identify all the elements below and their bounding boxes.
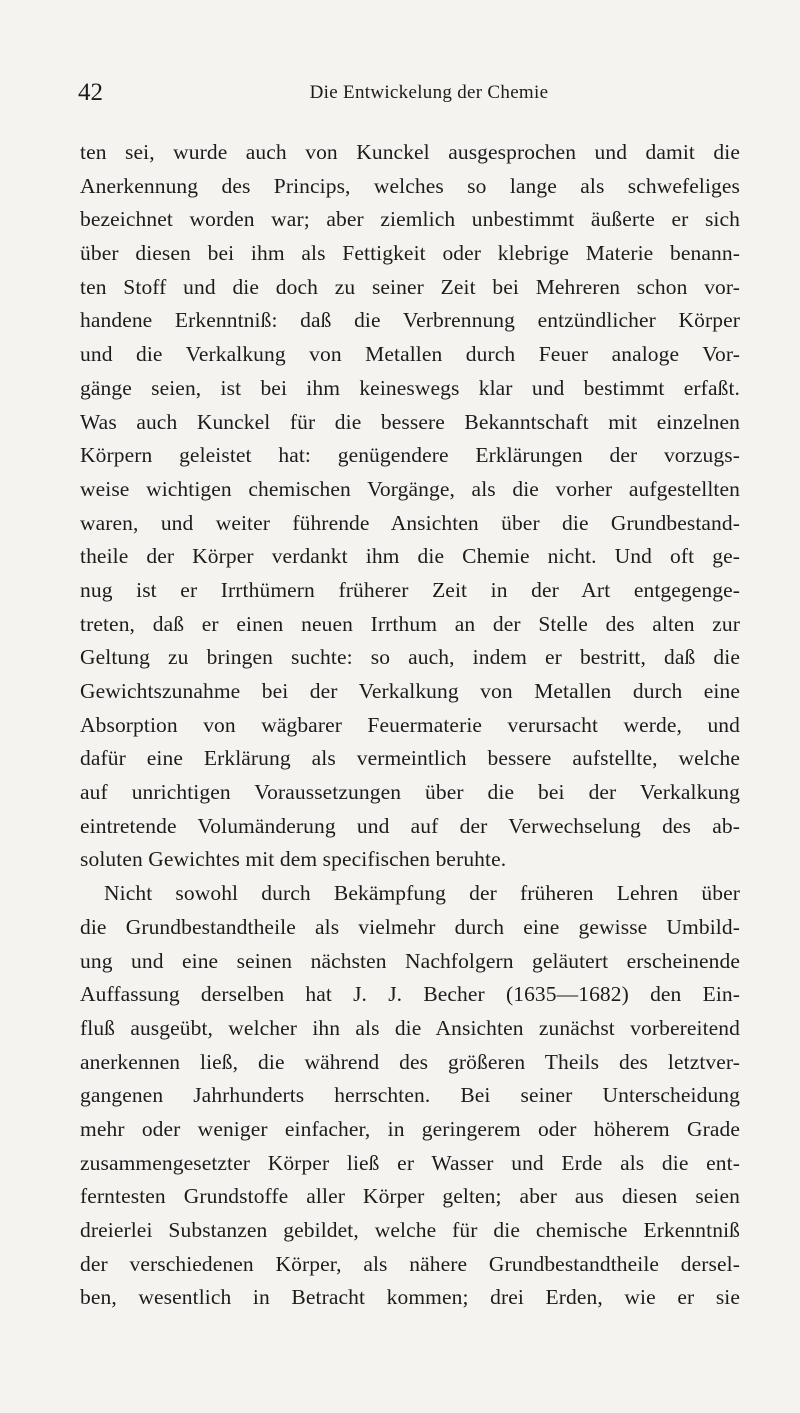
text-line: Absorption von wägbarer Feuermaterie verursacht werde, und xyxy=(80,712,740,737)
text-line: gänge seien, ist bei ihm keineswegs klar und bestimmt erfaßt. xyxy=(80,375,740,400)
text-line: Körpern geleistet hat: genügendere Erklärungen der vorzugs- xyxy=(80,443,740,468)
text-line: Anerkennung des Princips, welches so lange als schwefeliges xyxy=(80,173,740,198)
running-head: Die Entwickelung der Chemie xyxy=(309,82,549,103)
text-line: zusammengesetzter Körper ließ er Wasser und Erde als die ent- xyxy=(80,1150,740,1175)
text-line: ben, wesentlich in Betracht kommen; drei Erden, wie er sie xyxy=(80,1285,740,1310)
text-line: nug ist er Irrthümern früherer Zeit in der Art entgegenge- xyxy=(80,577,740,602)
text-line: ten Stoff und die doch zu seiner Zeit bei Mehreren schon vor- xyxy=(80,274,740,299)
text-line: fluß ausgeübt, welcher ihn als die Ansichten zunächst vorbereitend xyxy=(80,1015,740,1040)
text-line: treten, daß er einen neuen Irrthum an der Stelle des alten zur xyxy=(80,611,740,636)
text-line: dreierlei Substanzen gebildet, welche für die chemische Erkenntniß xyxy=(80,1218,740,1242)
text-line: theile der Körper verdankt ihm die Chemie nicht. Und oft ge- xyxy=(80,544,740,569)
page-header xyxy=(78,78,740,114)
text-line: dafür eine Erklärung als vermeintlich bessere aufstellte, welche xyxy=(80,746,740,771)
text-line: auf unrichtigen Voraussetzungen über die bei der Verkalkung xyxy=(80,780,740,805)
page-number: 42 xyxy=(78,79,103,106)
text-line: handene Erkenntniß: daß die Verbrennung entzündlicher Körper xyxy=(80,308,740,333)
text-line: Was auch Kunckel für die bessere Bekanntschaft mit einzelnen xyxy=(80,409,740,434)
text-line: weise wichtigen chemischen Vorgänge, als die vorher aufgestellten xyxy=(80,476,740,501)
text-line: anerkennen ließ, die während des größeren Theils des letztver- xyxy=(80,1049,740,1074)
text-line: ten sei, wurde auch von Kunckel ausgesprochen und damit die xyxy=(80,140,740,164)
text-line: Gewichtszunahme bei der Verkalkung von Metallen durch eine xyxy=(80,679,740,703)
text-line: soluten Gewichtes mit dem specifischen beruhte. xyxy=(80,847,507,872)
text-line: gangenen Jahrhunderts herrschten. Bei seiner Unterscheidung xyxy=(80,1083,740,1108)
body-text xyxy=(80,136,740,1315)
text-line: eintretende Volumänderung und auf der Verwechselung des ab- xyxy=(80,813,740,838)
text-line: und die Verkalkung von Metallen durch Feuer analoge Vor- xyxy=(80,342,740,367)
text-line: ferntesten Grundstoffe aller Körper gelten; aber aus diesen seien xyxy=(80,1184,740,1209)
text-line: der verschiedenen Körper, als nähere Grundbestandtheile dersel- xyxy=(80,1251,740,1276)
text-line: Nicht sowohl durch Bekämpfung der früheren Lehren über xyxy=(104,881,740,906)
text-line: waren, und weiter führende Ansichten über die Grundbestand- xyxy=(80,510,740,535)
text-line: die Grundbestandtheile als vielmehr durch eine gewisse Umbild- xyxy=(80,914,740,939)
text-line: Auffassung derselben hat J. J. Becher (1635—1682) den Ein- xyxy=(80,982,740,1007)
text-line: über diesen bei ihm als Fettigkeit oder klebrige Materie benann- xyxy=(80,241,740,266)
text-line: mehr oder weniger einfacher, in geringerem oder höherem Grade xyxy=(80,1116,740,1141)
text-line: Geltung zu bringen suchte: so auch, indem er bestritt, daß die xyxy=(80,645,740,670)
text-line: ung und eine seinen nächsten Nachfolgern geläutert erscheinende xyxy=(80,948,740,973)
text-line: bezeichnet worden war; aber ziemlich unbestimmt äußerte er sich xyxy=(80,207,740,232)
